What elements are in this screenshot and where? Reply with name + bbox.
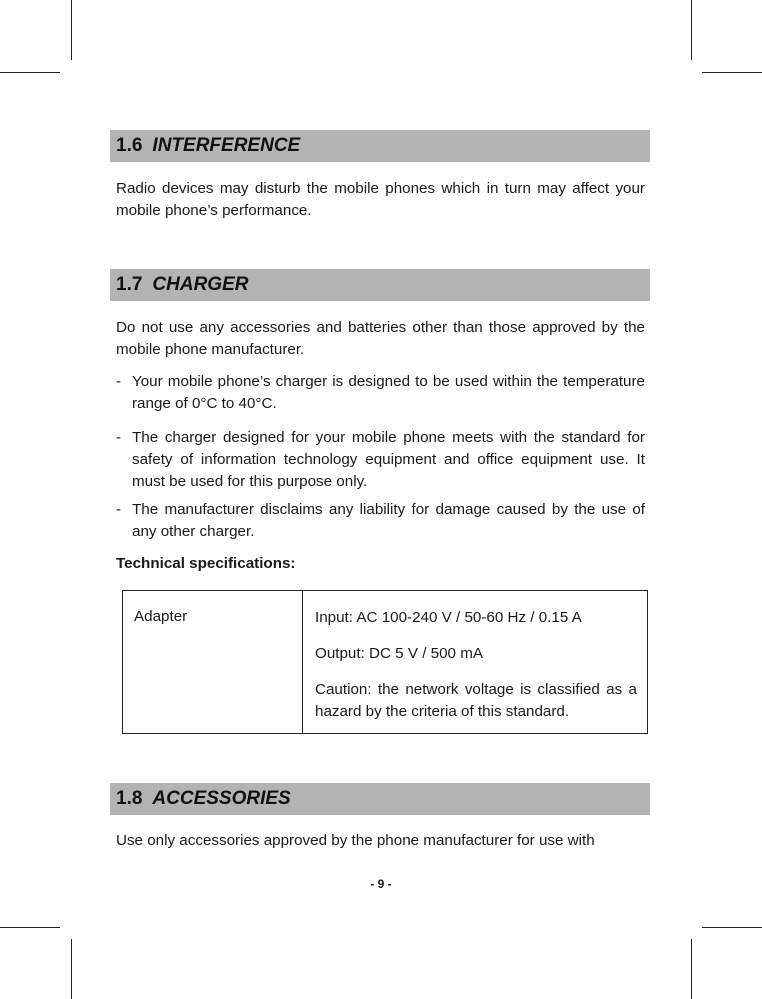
page-number: - 9 - [370, 877, 392, 891]
bullet-dash: - [116, 501, 122, 518]
charger-bullet [116, 427, 645, 493]
crop-mark [691, 939, 692, 999]
crop-mark [0, 927, 60, 928]
section-heading-interference [110, 130, 650, 162]
charger-intro-paragraph: Do not use any accessories and batteries other than those approved by the mobile phone manufacturer. [116, 319, 645, 358]
section-title: ACCESSORIES [152, 788, 291, 809]
spec-values-cell [303, 591, 647, 733]
bullet-dash: - [116, 373, 122, 390]
section-heading-accessories [110, 783, 650, 815]
spec-caution: Caution: the network voltage is classified as a hazard by the criteria of this standard. [315, 681, 637, 720]
section-title: INTERFERENCE [152, 135, 301, 156]
charger-bullet [116, 371, 645, 415]
crop-mark [71, 939, 72, 999]
crop-mark [702, 927, 762, 928]
spec-input: Input: AC 100-240 V / 50-60 Hz / 0.15 A [315, 609, 582, 626]
bullet-text: The manufacturer disclaims any liability for damage caused by the use of any other charger. [132, 501, 645, 540]
interference-paragraph: Radio devices may disturb the mobile phones which in turn may affect your mobile phone’s performance. [116, 180, 645, 219]
bullet-text: Your mobile phone’s charger is designed to be used within the temperature range of 0°C to 40°C. [132, 373, 645, 412]
spec-item-cell: Adapter [123, 591, 303, 733]
crop-mark [691, 0, 692, 60]
crop-mark [71, 0, 72, 60]
accessories-paragraph: Use only accessories approved by the phone manufacturer for use with [116, 832, 595, 849]
section-number: 1.6 [116, 135, 143, 156]
section-heading-charger [110, 269, 650, 301]
charger-bullet [116, 499, 645, 543]
crop-mark [702, 72, 762, 73]
section-number: 1.8 [116, 788, 143, 809]
spec-table [122, 590, 648, 734]
technical-specifications-label: Technical specifications: [116, 555, 296, 572]
bullet-text: The charger designed for your mobile phone meets with the standard for safety of information technology equipment and office equipment use. It must be used for this purpose only. [132, 429, 645, 490]
section-number: 1.7 [116, 274, 143, 295]
spec-output: Output: DC 5 V / 500 mA [315, 645, 483, 662]
crop-mark [0, 72, 60, 73]
bullet-dash: - [116, 429, 122, 446]
section-title: CHARGER [152, 274, 249, 295]
